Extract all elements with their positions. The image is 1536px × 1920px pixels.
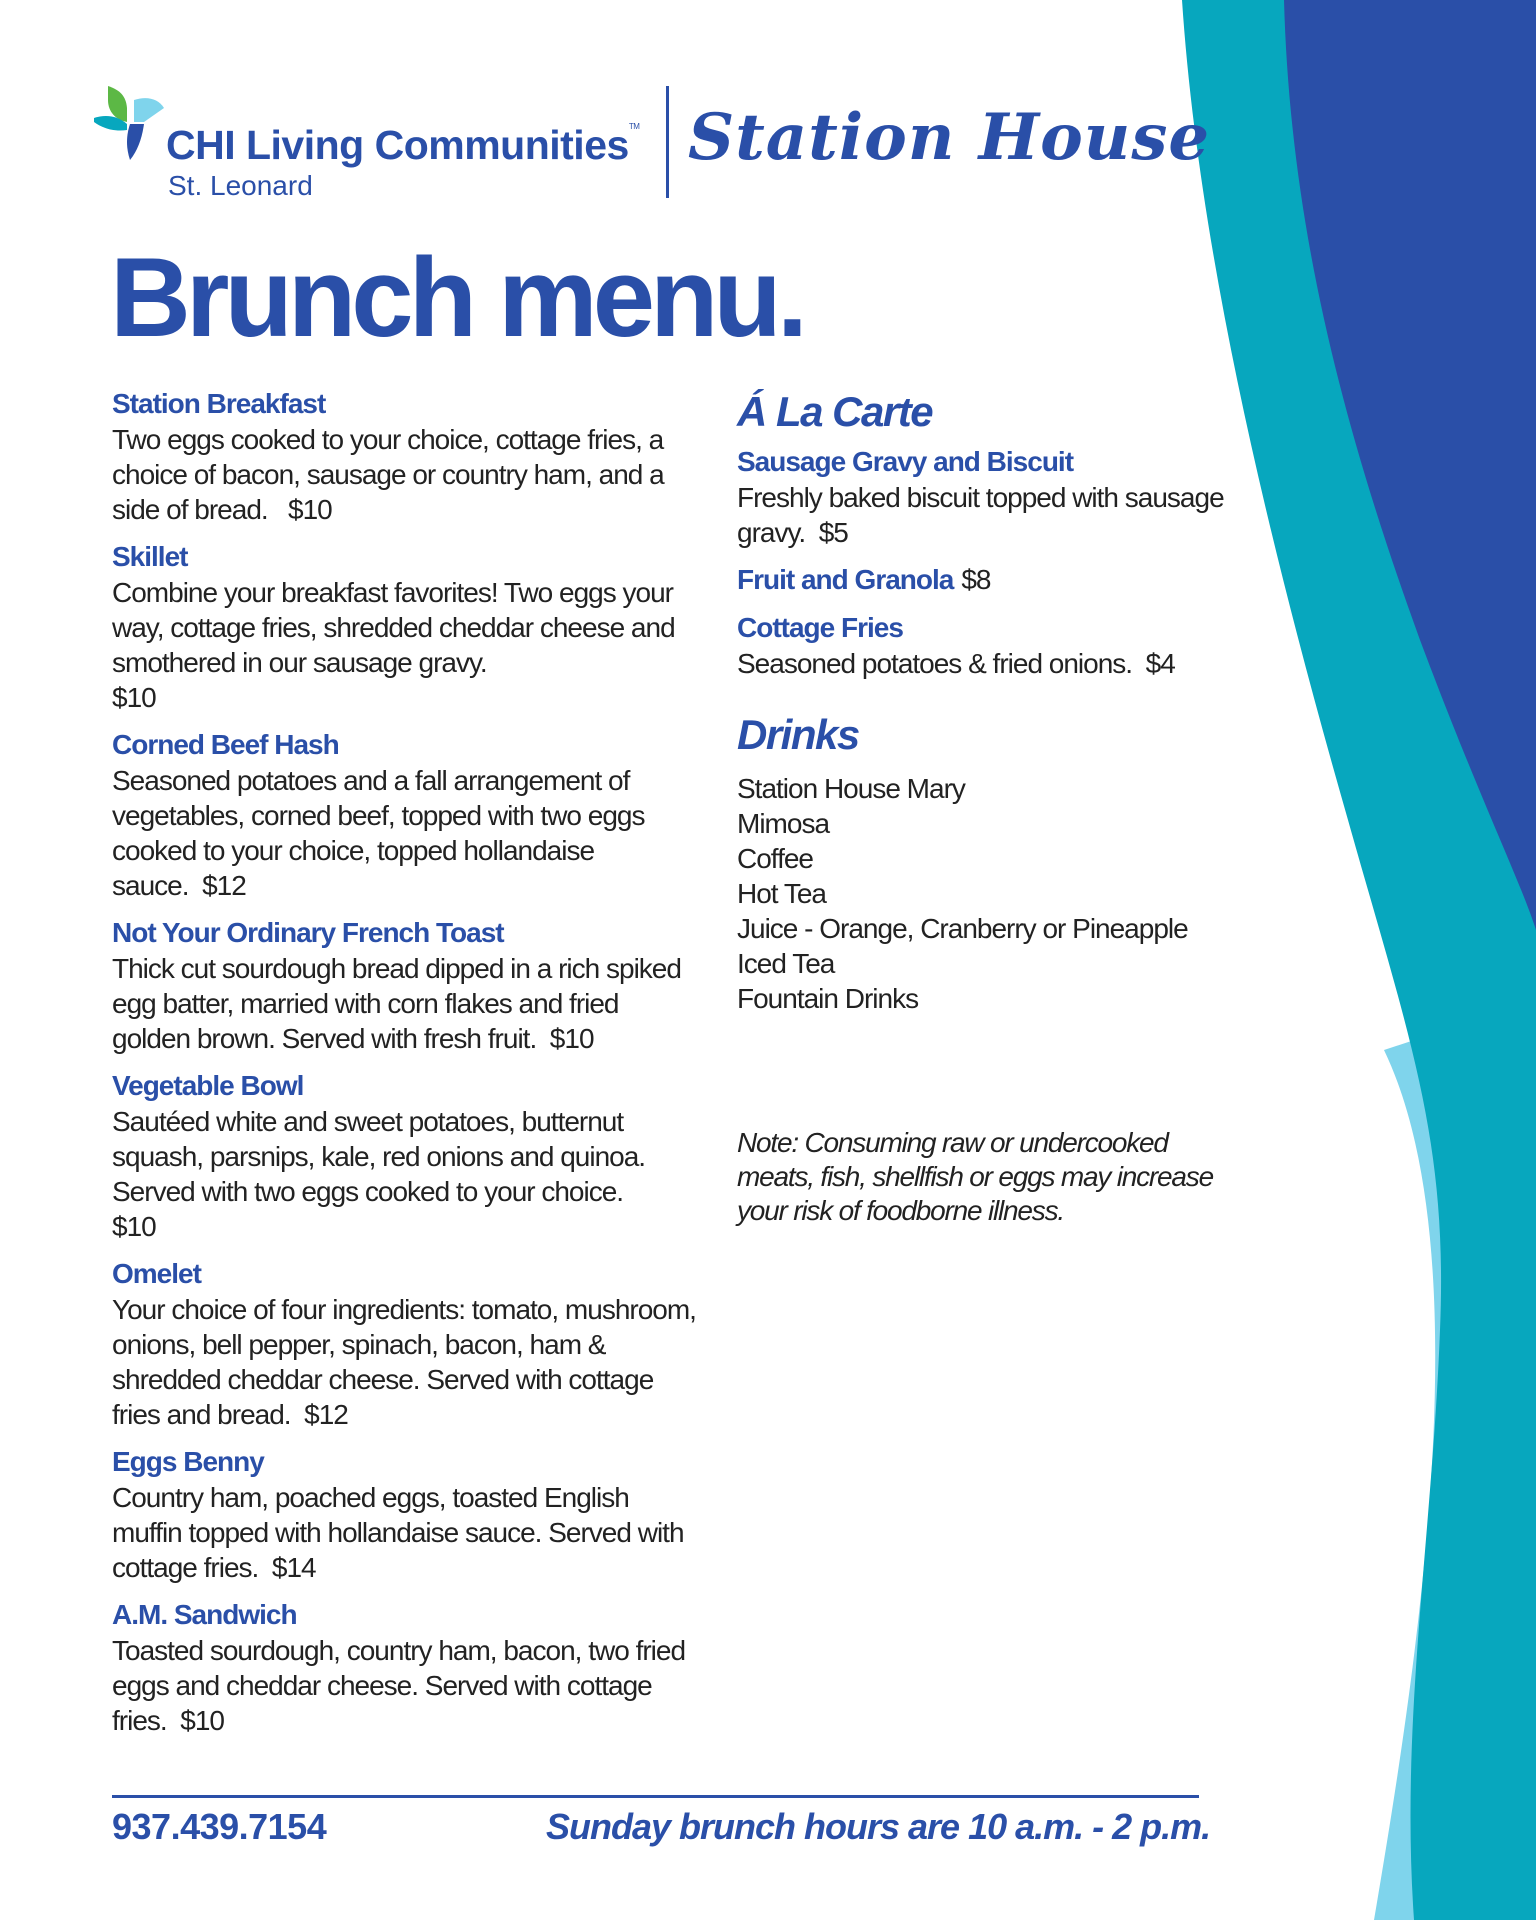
item-description: Sautéed white and sweet potatoes, butternut squash, parsnips, kale, red onions and quinoa. Served with two eggs cooked to your choice. $10 xyxy=(112,1106,646,1242)
a-la-carte-heading: Á La Carte xyxy=(737,388,933,435)
item-name: Fruit and Granola $8 xyxy=(737,564,991,595)
item-price: $5 xyxy=(818,517,848,548)
item-description: Combine your breakfast favorites! Two eggs your way, cottage fries, shredded cheddar cheese and smothered in our sausage gravy. $10 xyxy=(112,577,675,713)
chi-cross-icon xyxy=(94,86,170,162)
drink-item: Hot Tea xyxy=(737,878,826,909)
item-price: $10 xyxy=(112,682,156,713)
logo-location: St. Leonard xyxy=(168,170,313,201)
trademark-mark: TM xyxy=(628,122,640,131)
item-description: Freshly baked biscuit topped with sausage gravy. $5 xyxy=(737,482,1224,548)
main-menu-column xyxy=(112,386,702,1750)
item-description: Toasted sourdough, country ham, bacon, two fried eggs and cheddar cheese. Served with cottage fries. $10 xyxy=(112,1635,686,1736)
phone-number: 937.439.7154 xyxy=(112,1806,327,1847)
drink-item: Mimosa xyxy=(737,808,830,839)
drink-item: Juice - Orange, Cranberry or Pineapple xyxy=(737,913,1188,944)
a-la-carte-item xyxy=(737,444,1227,550)
footer-divider xyxy=(112,1795,1199,1798)
item-price: $10 xyxy=(112,1211,156,1242)
item-price: $10 xyxy=(180,1705,224,1736)
item-description: Two eggs cooked to your choice, cottage fries, a choice of bacon, sausage or country ham, and a side of bread. $10 xyxy=(112,424,664,525)
menu-item xyxy=(112,1256,702,1432)
item-description: Country ham, poached eggs, toasted English muffin topped with hollandaise sauce. Served with cottage fries. $14 xyxy=(112,1482,684,1583)
menu-item xyxy=(112,915,702,1056)
item-price: $4 xyxy=(1145,648,1175,679)
drink-item: Station House Mary xyxy=(737,773,965,804)
drinks-list xyxy=(737,771,1227,1016)
a-la-carte-item xyxy=(737,610,1227,681)
drink-item: Fountain Drinks xyxy=(737,983,919,1014)
item-price: $12 xyxy=(304,1399,348,1430)
item-name: Omelet xyxy=(112,1258,201,1289)
item-name: Eggs Benny xyxy=(112,1446,264,1477)
page-title: Brunch menu. xyxy=(110,235,803,360)
item-name: Not Your Ordinary French Toast xyxy=(112,917,504,948)
brunch-hours: Sunday brunch hours are 10 a.m. - 2 p.m. xyxy=(546,1806,1211,1847)
item-price: $14 xyxy=(271,1552,316,1583)
item-description: Seasoned potatoes & fried onions. $4 xyxy=(737,648,1175,679)
food-safety-note: Note: Consuming raw or undercooked meats, fish, shellfish or eggs may increase your risk of foodborne illness. xyxy=(737,1127,1213,1226)
menu-item xyxy=(112,1444,702,1585)
item-name: Cottage Fries xyxy=(737,612,903,643)
logo-name: CHI Living Communities™ xyxy=(166,122,640,168)
item-description: Seasoned potatoes and a fall arrangement of vegetables, corned beef, topped with two eggs cooked to your choice, topped hollandaise sauce. $12 xyxy=(112,765,645,901)
item-price: $12 xyxy=(202,870,246,901)
item-price: $10 xyxy=(288,494,332,525)
menu-item xyxy=(112,386,702,527)
item-name: Station Breakfast xyxy=(112,388,326,419)
a-la-carte-item xyxy=(737,562,1227,598)
logo-divider xyxy=(666,86,669,198)
drinks-heading: Drinks xyxy=(737,711,859,758)
item-description: Thick cut sourdough bread dipped in a rich spiked egg batter, married with corn flakes and fried golden brown. Served with fresh fruit. $10 xyxy=(112,953,681,1054)
menu-item xyxy=(112,539,702,715)
chi-logo xyxy=(94,86,654,206)
venue-name: Station House xyxy=(688,100,1211,175)
menu-item xyxy=(112,1597,702,1738)
menu-item xyxy=(112,727,702,903)
item-name: A.M. Sandwich xyxy=(112,1599,297,1630)
drink-item: Coffee xyxy=(737,843,813,874)
sides-column xyxy=(737,386,1227,1228)
item-name: Corned Beef Hash xyxy=(112,729,339,760)
item-price: $8 xyxy=(961,564,991,595)
drink-item: Iced Tea xyxy=(737,948,835,979)
item-name: Skillet xyxy=(112,541,188,572)
item-price: $10 xyxy=(549,1023,594,1054)
item-name: Vegetable Bowl xyxy=(112,1070,304,1101)
item-name: Sausage Gravy and Biscuit xyxy=(737,446,1074,477)
item-description: Your choice of four ingredients: tomato, mushroom, onions, bell pepper, spinach, bacon, ham & shredded cheddar cheese. Served with cottage fries and bread. $12 xyxy=(112,1294,696,1430)
menu-item xyxy=(112,1068,702,1244)
